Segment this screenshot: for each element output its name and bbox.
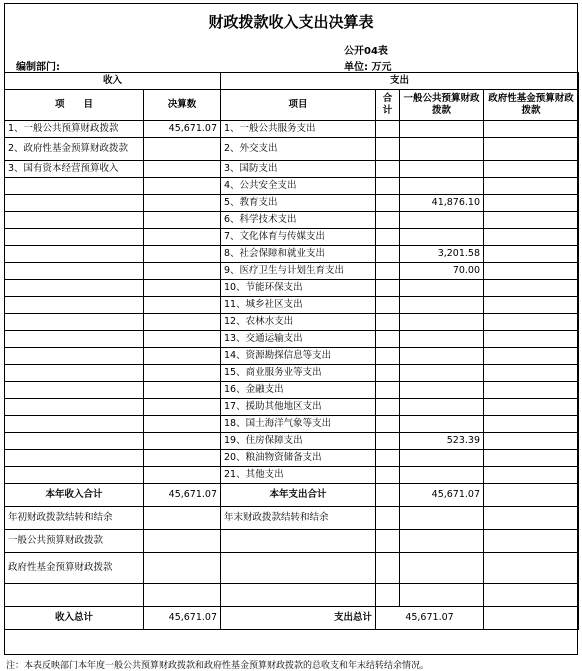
table-row — [5, 212, 579, 229]
expense-general-budget — [400, 212, 484, 229]
expense-item: 4、公共安全支出 — [221, 178, 376, 195]
income-value — [144, 161, 221, 178]
expense-item: 21、其他支出 — [221, 467, 376, 484]
unit-label: 单位: 万元 — [344, 62, 392, 73]
income-item — [5, 331, 144, 348]
expense-general-budget — [400, 229, 484, 246]
table-row — [5, 416, 579, 433]
income-item — [5, 229, 144, 246]
expense-total — [376, 195, 400, 212]
expense-gov-fund — [484, 399, 579, 416]
expense-general-budget: 523.39 — [400, 433, 484, 450]
balance-row — [5, 507, 579, 530]
expense-gov-fund — [484, 229, 579, 246]
expense-total — [376, 161, 400, 178]
table-row — [5, 450, 579, 467]
table-row — [5, 229, 579, 246]
income-item: 2、政府性基金预算财政拨款 — [5, 138, 144, 161]
begin-general-row — [5, 530, 579, 553]
begin-fund-value — [144, 553, 221, 584]
table-row — [5, 433, 579, 450]
spacer-row — [5, 584, 579, 607]
expense-item: 17、援助其他地区支出 — [221, 399, 376, 416]
total-header: 合计 — [376, 90, 400, 121]
empty-cell — [221, 530, 376, 553]
expense-item: 7、文化体育与传媒支出 — [221, 229, 376, 246]
income-value — [144, 229, 221, 246]
expense-gov-fund — [484, 138, 579, 161]
expense-total — [376, 297, 400, 314]
expense-header: 支出 — [221, 73, 579, 90]
expense-gov-fund — [484, 121, 579, 138]
expense-general-budget — [400, 365, 484, 382]
empty-cell — [484, 584, 579, 607]
expense-gov-fund — [484, 246, 579, 263]
end-balance-label: 年末财政拨款结转和结余 — [221, 507, 376, 530]
expense-total-sum — [376, 484, 400, 507]
empty-cell — [484, 607, 579, 630]
expense-total-fund — [484, 484, 579, 507]
expense-total — [376, 263, 400, 280]
grand-income-label: 收入总计 — [5, 607, 144, 630]
form-code: 公开04表 — [344, 46, 388, 57]
income-item — [5, 433, 144, 450]
begin-general-label: 一般公共预算财政拨款 — [5, 530, 144, 553]
income-value — [144, 280, 221, 297]
income-item — [5, 382, 144, 399]
footnote: 注：本表反映部门本年度一般公共预算财政拨款和政府性基金预算财政拨款的总收支和年末结转结余情况。 — [6, 661, 430, 671]
expense-total — [376, 212, 400, 229]
expense-general-budget — [400, 348, 484, 365]
expense-gov-fund — [484, 433, 579, 450]
expense-item: 11、城乡社区支出 — [221, 297, 376, 314]
income-value — [144, 382, 221, 399]
expense-gov-fund — [484, 161, 579, 178]
expense-item: 19、住房保障支出 — [221, 433, 376, 450]
income-value — [144, 433, 221, 450]
year-total-row — [5, 484, 579, 507]
table-row — [5, 195, 579, 212]
income-item — [5, 467, 144, 484]
expense-general-budget — [400, 138, 484, 161]
income-item — [5, 246, 144, 263]
expense-gov-fund — [484, 450, 579, 467]
begin-fund-label: 政府性基金预算财政拨款 — [5, 553, 144, 584]
empty-cell — [484, 530, 579, 553]
income-item — [5, 297, 144, 314]
income-total-value: 45,671.07 — [144, 484, 221, 507]
table-row — [5, 178, 579, 195]
end-balance-general — [400, 507, 484, 530]
expense-item: 8、社会保障和就业支出 — [221, 246, 376, 263]
expense-gov-fund — [484, 195, 579, 212]
income-value — [144, 314, 221, 331]
empty-cell — [144, 584, 221, 607]
expense-gov-fund — [484, 178, 579, 195]
final-amount-header: 决算数 — [144, 90, 221, 121]
income-value — [144, 450, 221, 467]
income-value — [144, 365, 221, 382]
budget-table — [4, 72, 579, 630]
grand-expense-value: 45,671.07 — [376, 607, 484, 630]
expense-general-budget — [400, 297, 484, 314]
gov-fund-header: 政府性基金预算财政拨款 — [484, 90, 579, 121]
section-header-row — [5, 73, 579, 90]
expense-general-budget — [400, 314, 484, 331]
table-row — [5, 138, 579, 161]
expense-item: 1、一般公共服务支出 — [221, 121, 376, 138]
expense-general-budget — [400, 178, 484, 195]
expense-total — [376, 280, 400, 297]
table-row — [5, 280, 579, 297]
empty-cell — [400, 553, 484, 584]
income-value — [144, 263, 221, 280]
expense-item: 3、国防支出 — [221, 161, 376, 178]
expense-item: 10、节能环保支出 — [221, 280, 376, 297]
expense-item: 9、医疗卫生与计划生育支出 — [221, 263, 376, 280]
expense-item-header: 项目 — [221, 90, 376, 121]
empty-cell — [221, 584, 376, 607]
begin-balance-label: 年初财政拨款结转和结余 — [5, 507, 144, 530]
expense-total — [376, 433, 400, 450]
begin-general-value — [144, 530, 221, 553]
expense-item: 5、教育支出 — [221, 195, 376, 212]
begin-fund-row — [5, 553, 579, 584]
grand-total-row — [5, 607, 579, 630]
income-value — [144, 297, 221, 314]
income-item — [5, 399, 144, 416]
income-item: 1、一般公共预算财政拨款 — [5, 121, 144, 138]
income-item: 3、国有资本经营预算收入 — [5, 161, 144, 178]
expense-total-value: 45,671.07 — [400, 484, 484, 507]
end-balance-total — [376, 507, 400, 530]
begin-balance-value — [144, 507, 221, 530]
expense-item: 16、金融支出 — [221, 382, 376, 399]
expense-total — [376, 382, 400, 399]
expense-total — [376, 178, 400, 195]
income-item — [5, 212, 144, 229]
dept-label: 编制部门: — [16, 62, 60, 73]
expense-general-budget: 3,201.58 — [400, 246, 484, 263]
expense-total — [376, 450, 400, 467]
expense-item: 14、资源勘探信息等支出 — [221, 348, 376, 365]
expense-total — [376, 365, 400, 382]
income-value — [144, 246, 221, 263]
expense-general-budget — [400, 331, 484, 348]
table-row — [5, 365, 579, 382]
income-item-header: 项 目 — [5, 90, 144, 121]
empty-cell — [221, 553, 376, 584]
income-total-label: 本年收入合计 — [5, 484, 144, 507]
table-row — [5, 263, 579, 280]
table-row — [5, 246, 579, 263]
income-item — [5, 365, 144, 382]
income-value — [144, 195, 221, 212]
expense-general-budget — [400, 399, 484, 416]
income-value — [144, 399, 221, 416]
expense-total — [376, 121, 400, 138]
expense-item: 15、商业服务业等支出 — [221, 365, 376, 382]
income-value: 45,671.07 — [144, 121, 221, 138]
expense-gov-fund — [484, 382, 579, 399]
empty-cell — [5, 584, 144, 607]
expense-item: 18、国土海洋气象等支出 — [221, 416, 376, 433]
table-row — [5, 467, 579, 484]
income-value — [144, 178, 221, 195]
income-header: 收入 — [5, 73, 221, 90]
expense-general-budget — [400, 121, 484, 138]
expense-item: 6、科学技术支出 — [221, 212, 376, 229]
expense-total — [376, 416, 400, 433]
expense-gov-fund — [484, 280, 579, 297]
expense-gov-fund — [484, 348, 579, 365]
end-balance-fund — [484, 507, 579, 530]
expense-general-budget — [400, 416, 484, 433]
expense-general-budget — [400, 467, 484, 484]
expense-gov-fund — [484, 263, 579, 280]
expense-total — [376, 348, 400, 365]
empty-cell — [376, 584, 400, 607]
grand-expense-label: 支出总计 — [221, 607, 376, 630]
income-item — [5, 450, 144, 467]
expense-general-budget — [400, 161, 484, 178]
expense-total — [376, 399, 400, 416]
table-row — [5, 297, 579, 314]
report-frame — [4, 3, 578, 671]
income-item — [5, 195, 144, 212]
column-header-row — [5, 90, 579, 121]
expense-total — [376, 467, 400, 484]
report-title: 财政拨款收入支出决算表 — [208, 13, 374, 31]
expense-general-budget: 70.00 — [400, 263, 484, 280]
expense-general-budget — [400, 382, 484, 399]
expense-general-budget: 41,876.10 — [400, 195, 484, 212]
income-value — [144, 331, 221, 348]
income-value — [144, 416, 221, 433]
income-value — [144, 212, 221, 229]
income-value — [144, 348, 221, 365]
expense-gov-fund — [484, 416, 579, 433]
expense-item: 13、交通运输支出 — [221, 331, 376, 348]
table-row — [5, 314, 579, 331]
expense-total — [376, 246, 400, 263]
table-row — [5, 348, 579, 365]
empty-cell — [376, 530, 400, 553]
table-row — [5, 331, 579, 348]
expense-item: 12、农林水支出 — [221, 314, 376, 331]
income-item — [5, 178, 144, 195]
expense-gov-fund — [484, 212, 579, 229]
table-row — [5, 161, 579, 178]
expense-general-budget — [400, 280, 484, 297]
empty-cell — [400, 584, 484, 607]
income-value — [144, 138, 221, 161]
empty-cell — [376, 553, 400, 584]
expense-gov-fund — [484, 467, 579, 484]
income-item — [5, 416, 144, 433]
table-row — [5, 121, 579, 138]
expense-gov-fund — [484, 331, 579, 348]
empty-cell — [400, 530, 484, 553]
expense-total — [376, 138, 400, 161]
grand-income-value: 45,671.07 — [144, 607, 221, 630]
expense-gov-fund — [484, 314, 579, 331]
expense-total — [376, 314, 400, 331]
income-value — [144, 467, 221, 484]
income-item — [5, 280, 144, 297]
empty-cell — [484, 553, 579, 584]
income-item — [5, 348, 144, 365]
income-item — [5, 314, 144, 331]
expense-total-label: 本年支出合计 — [221, 484, 376, 507]
expense-total — [376, 331, 400, 348]
table-row — [5, 399, 579, 416]
expense-gov-fund — [484, 365, 579, 382]
expense-general-budget — [400, 450, 484, 467]
expense-item: 20、粮油物资储备支出 — [221, 450, 376, 467]
table-row — [5, 382, 579, 399]
general-budget-header: 一般公共预算财政拨款 — [400, 90, 484, 121]
expense-item: 2、外交支出 — [221, 138, 376, 161]
expense-total — [376, 229, 400, 246]
expense-gov-fund — [484, 297, 579, 314]
income-item — [5, 263, 144, 280]
